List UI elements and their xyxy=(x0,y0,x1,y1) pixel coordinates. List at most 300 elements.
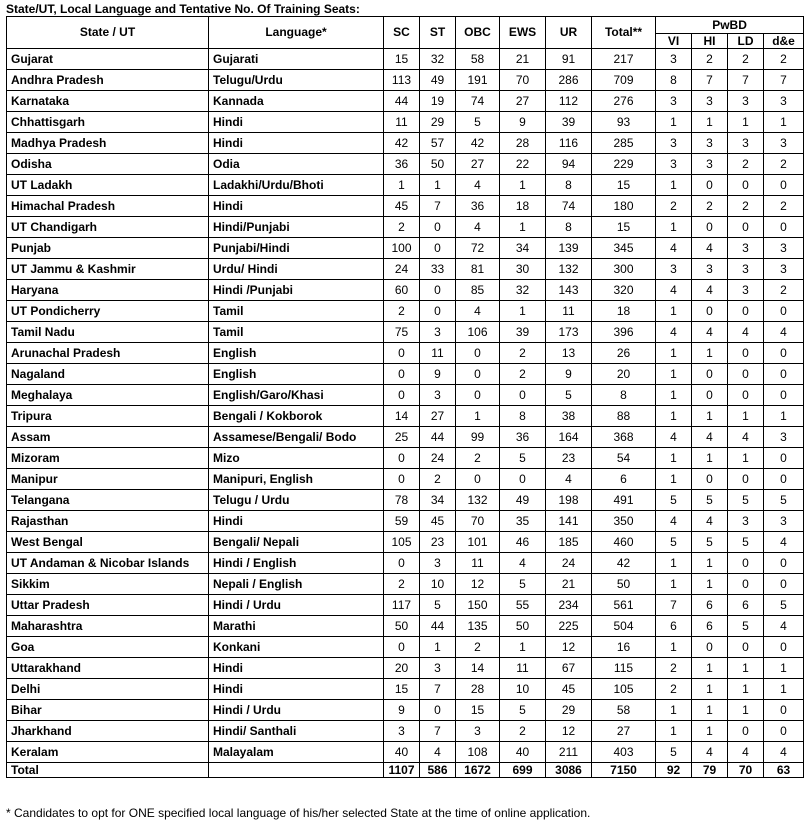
table-row xyxy=(7,91,804,112)
cell-hi: 4 xyxy=(692,238,728,259)
cell-st: 10 xyxy=(420,574,456,595)
cell-de: 0 xyxy=(764,364,804,385)
cell-ews: 35 xyxy=(500,511,546,532)
cell-language: Hindi/Punjabi xyxy=(209,217,384,238)
cell-hi: 5 xyxy=(692,532,728,553)
cell-st: 7 xyxy=(420,196,456,217)
cell-ld: 5 xyxy=(728,616,764,637)
cell-ur: 164 xyxy=(546,427,592,448)
cell-st: 0 xyxy=(420,238,456,259)
cell-vi: 1 xyxy=(656,700,692,721)
cell-total: 561 xyxy=(592,595,656,616)
training-seats-table xyxy=(6,16,804,778)
cell-vi: 3 xyxy=(656,259,692,280)
cell-ur: 139 xyxy=(546,238,592,259)
table-row xyxy=(7,301,804,322)
cell-state: Uttar Pradesh xyxy=(7,595,209,616)
cell-obc: 4 xyxy=(456,301,500,322)
cell-obc: 28 xyxy=(456,679,500,700)
cell-de: 0 xyxy=(764,301,804,322)
table-row xyxy=(7,217,804,238)
cell-ews: 18 xyxy=(500,196,546,217)
cell-language: Telugu / Urdu xyxy=(209,490,384,511)
cell-sc: 20 xyxy=(384,658,420,679)
cell-total: 20 xyxy=(592,364,656,385)
cell-obc: 85 xyxy=(456,280,500,301)
cell-vi: 1 xyxy=(656,406,692,427)
cell-st: 34 xyxy=(420,490,456,511)
cell-ld: 3 xyxy=(728,238,764,259)
cell-vi: 2 xyxy=(656,196,692,217)
table-row xyxy=(7,700,804,721)
cell-ld: 5 xyxy=(728,532,764,553)
footnote: * Candidates to opt for ONE specified local language of his/her selected State at the time of online application. xyxy=(6,806,591,820)
cell-hi: 1 xyxy=(692,553,728,574)
cell-ews: 5 xyxy=(500,574,546,595)
cell-de: 1 xyxy=(764,406,804,427)
cell-ews: 8 xyxy=(500,406,546,427)
cell-ews: 55 xyxy=(500,595,546,616)
cell-language: Tamil xyxy=(209,322,384,343)
cell-vi: 1 xyxy=(656,217,692,238)
table-row xyxy=(7,469,804,490)
cell-de: 2 xyxy=(764,49,804,70)
cell-sc: 0 xyxy=(384,364,420,385)
cell-sc: 15 xyxy=(384,679,420,700)
cell-obc: 5 xyxy=(456,112,500,133)
cell-language: Bengali/ Nepali xyxy=(209,532,384,553)
cell-vi: 4 xyxy=(656,427,692,448)
cell-obc: 12 xyxy=(456,574,500,595)
total-st: 586 xyxy=(420,763,456,778)
cell-vi: 6 xyxy=(656,616,692,637)
cell-ur: 141 xyxy=(546,511,592,532)
cell-obc: 72 xyxy=(456,238,500,259)
table-row xyxy=(7,574,804,595)
cell-hi: 1 xyxy=(692,700,728,721)
cell-ews: 28 xyxy=(500,133,546,154)
cell-total: 491 xyxy=(592,490,656,511)
cell-st: 50 xyxy=(420,154,456,175)
cell-hi: 0 xyxy=(692,637,728,658)
cell-obc: 135 xyxy=(456,616,500,637)
cell-de: 2 xyxy=(764,196,804,217)
cell-st: 45 xyxy=(420,511,456,532)
total-ews: 699 xyxy=(500,763,546,778)
cell-sc: 59 xyxy=(384,511,420,532)
table-row xyxy=(7,154,804,175)
cell-total: 88 xyxy=(592,406,656,427)
cell-ld: 0 xyxy=(728,343,764,364)
cell-st: 23 xyxy=(420,532,456,553)
cell-total: 8 xyxy=(592,385,656,406)
cell-ews: 21 xyxy=(500,49,546,70)
cell-ews: 9 xyxy=(500,112,546,133)
cell-sc: 44 xyxy=(384,91,420,112)
cell-sc: 0 xyxy=(384,553,420,574)
cell-vi: 1 xyxy=(656,637,692,658)
cell-obc: 108 xyxy=(456,742,500,763)
cell-language: English xyxy=(209,343,384,364)
cell-ld: 3 xyxy=(728,259,764,280)
cell-language: English xyxy=(209,364,384,385)
cell-ur: 185 xyxy=(546,532,592,553)
cell-sc: 15 xyxy=(384,49,420,70)
cell-total: 345 xyxy=(592,238,656,259)
cell-ld: 3 xyxy=(728,91,764,112)
cell-sc: 0 xyxy=(384,448,420,469)
cell-ews: 46 xyxy=(500,532,546,553)
cell-sc: 1 xyxy=(384,175,420,196)
cell-ur: 116 xyxy=(546,133,592,154)
cell-de: 0 xyxy=(764,343,804,364)
cell-language: Hindi/ Santhali xyxy=(209,721,384,742)
cell-total: 180 xyxy=(592,196,656,217)
cell-obc: 99 xyxy=(456,427,500,448)
cell-language: Hindi xyxy=(209,679,384,700)
cell-total: 27 xyxy=(592,721,656,742)
cell-ews: 1 xyxy=(500,637,546,658)
cell-language: Nepali / English xyxy=(209,574,384,595)
cell-st: 3 xyxy=(420,658,456,679)
cell-st: 32 xyxy=(420,49,456,70)
cell-obc: 58 xyxy=(456,49,500,70)
cell-ld: 0 xyxy=(728,637,764,658)
cell-obc: 27 xyxy=(456,154,500,175)
header-state: State / UT xyxy=(7,17,209,49)
table-row xyxy=(7,385,804,406)
cell-language: Kannada xyxy=(209,91,384,112)
cell-ld: 2 xyxy=(728,154,764,175)
cell-ews: 70 xyxy=(500,70,546,91)
cell-state: UT Andaman & Nicobar Islands xyxy=(7,553,209,574)
cell-language: Konkani xyxy=(209,637,384,658)
cell-obc: 4 xyxy=(456,217,500,238)
cell-total: 709 xyxy=(592,70,656,91)
cell-state: Sikkim xyxy=(7,574,209,595)
cell-state: Uttarakhand xyxy=(7,658,209,679)
cell-state: Karnataka xyxy=(7,91,209,112)
table-heading: State/UT, Local Language and Tentative No. Of Training Seats: xyxy=(6,2,360,16)
cell-state: Tripura xyxy=(7,406,209,427)
cell-language: Gujarati xyxy=(209,49,384,70)
cell-hi: 1 xyxy=(692,721,728,742)
cell-sc: 45 xyxy=(384,196,420,217)
cell-hi: 7 xyxy=(692,70,728,91)
total-ld: 70 xyxy=(728,763,764,778)
cell-vi: 2 xyxy=(656,658,692,679)
cell-ld: 0 xyxy=(728,301,764,322)
cell-de: 3 xyxy=(764,238,804,259)
cell-ews: 2 xyxy=(500,721,546,742)
cell-total: 368 xyxy=(592,427,656,448)
cell-vi: 2 xyxy=(656,679,692,700)
cell-ews: 40 xyxy=(500,742,546,763)
table-row xyxy=(7,133,804,154)
cell-hi: 3 xyxy=(692,259,728,280)
cell-state: Punjab xyxy=(7,238,209,259)
cell-sc: 14 xyxy=(384,406,420,427)
cell-st: 0 xyxy=(420,217,456,238)
cell-obc: 1 xyxy=(456,406,500,427)
cell-state: Madhya Pradesh xyxy=(7,133,209,154)
cell-st: 49 xyxy=(420,70,456,91)
cell-st: 27 xyxy=(420,406,456,427)
cell-state: Nagaland xyxy=(7,364,209,385)
cell-ur: 211 xyxy=(546,742,592,763)
cell-hi: 0 xyxy=(692,217,728,238)
cell-de: 5 xyxy=(764,595,804,616)
cell-language: Tamil xyxy=(209,301,384,322)
cell-ld: 3 xyxy=(728,133,764,154)
cell-language: Hindi / Urdu xyxy=(209,700,384,721)
cell-vi: 1 xyxy=(656,469,692,490)
cell-de: 0 xyxy=(764,385,804,406)
table-row xyxy=(7,742,804,763)
cell-vi: 4 xyxy=(656,322,692,343)
table-row xyxy=(7,280,804,301)
cell-ews: 5 xyxy=(500,448,546,469)
cell-total: 320 xyxy=(592,280,656,301)
cell-vi: 4 xyxy=(656,238,692,259)
cell-language: Assamese/Bengali/ Bodo xyxy=(209,427,384,448)
cell-total: 15 xyxy=(592,217,656,238)
cell-st: 0 xyxy=(420,280,456,301)
cell-ews: 10 xyxy=(500,679,546,700)
cell-ur: 24 xyxy=(546,553,592,574)
cell-hi: 4 xyxy=(692,427,728,448)
table-row xyxy=(7,448,804,469)
cell-vi: 4 xyxy=(656,280,692,301)
cell-vi: 8 xyxy=(656,70,692,91)
cell-ews: 1 xyxy=(500,217,546,238)
cell-st: 7 xyxy=(420,679,456,700)
cell-sc: 40 xyxy=(384,742,420,763)
cell-ur: 12 xyxy=(546,637,592,658)
cell-vi: 1 xyxy=(656,574,692,595)
cell-hi: 5 xyxy=(692,490,728,511)
table-row xyxy=(7,175,804,196)
cell-st: 4 xyxy=(420,742,456,763)
cell-language: Ladakhi/Urdu/Bhoti xyxy=(209,175,384,196)
cell-ews: 30 xyxy=(500,259,546,280)
cell-sc: 50 xyxy=(384,616,420,637)
cell-st: 2 xyxy=(420,469,456,490)
cell-ews: 34 xyxy=(500,238,546,259)
cell-ur: 173 xyxy=(546,322,592,343)
cell-obc: 70 xyxy=(456,511,500,532)
cell-total: 16 xyxy=(592,637,656,658)
cell-vi: 1 xyxy=(656,721,692,742)
table-row xyxy=(7,490,804,511)
cell-ews: 50 xyxy=(500,616,546,637)
cell-total: 50 xyxy=(592,574,656,595)
cell-state: Haryana xyxy=(7,280,209,301)
cell-de: 1 xyxy=(764,658,804,679)
cell-ur: 143 xyxy=(546,280,592,301)
cell-sc: 0 xyxy=(384,385,420,406)
cell-ld: 4 xyxy=(728,427,764,448)
cell-ews: 22 xyxy=(500,154,546,175)
cell-total: 350 xyxy=(592,511,656,532)
cell-sc: 25 xyxy=(384,427,420,448)
cell-state: Meghalaya xyxy=(7,385,209,406)
cell-vi: 5 xyxy=(656,742,692,763)
cell-ld: 4 xyxy=(728,322,764,343)
cell-ur: 23 xyxy=(546,448,592,469)
cell-st: 11 xyxy=(420,343,456,364)
total-language-empty xyxy=(209,763,384,778)
cell-hi: 3 xyxy=(692,91,728,112)
cell-ur: 39 xyxy=(546,112,592,133)
table-row xyxy=(7,343,804,364)
cell-hi: 0 xyxy=(692,301,728,322)
cell-state: Manipur xyxy=(7,469,209,490)
cell-ld: 0 xyxy=(728,364,764,385)
header-ld: LD xyxy=(728,34,764,49)
header-vi: VI xyxy=(656,34,692,49)
cell-de: 1 xyxy=(764,112,804,133)
header-obc: OBC xyxy=(456,17,500,49)
cell-vi: 3 xyxy=(656,49,692,70)
cell-ur: 29 xyxy=(546,700,592,721)
cell-ur: 12 xyxy=(546,721,592,742)
cell-hi: 1 xyxy=(692,679,728,700)
cell-total: 300 xyxy=(592,259,656,280)
cell-ews: 1 xyxy=(500,175,546,196)
cell-total: 115 xyxy=(592,658,656,679)
cell-ld: 4 xyxy=(728,742,764,763)
cell-de: 7 xyxy=(764,70,804,91)
cell-ur: 132 xyxy=(546,259,592,280)
cell-language: Telugu/Urdu xyxy=(209,70,384,91)
table-row xyxy=(7,49,804,70)
cell-language: Hindi / English xyxy=(209,553,384,574)
cell-de: 3 xyxy=(764,91,804,112)
cell-sc: 0 xyxy=(384,343,420,364)
cell-st: 3 xyxy=(420,322,456,343)
header-sc: SC xyxy=(384,17,420,49)
cell-ur: 67 xyxy=(546,658,592,679)
total-de: 63 xyxy=(764,763,804,778)
cell-de: 0 xyxy=(764,175,804,196)
cell-de: 4 xyxy=(764,532,804,553)
cell-ur: 91 xyxy=(546,49,592,70)
cell-vi: 3 xyxy=(656,133,692,154)
cell-state: Odisha xyxy=(7,154,209,175)
cell-ur: 74 xyxy=(546,196,592,217)
cell-vi: 5 xyxy=(656,532,692,553)
table-row xyxy=(7,406,804,427)
cell-total: 54 xyxy=(592,448,656,469)
cell-ld: 2 xyxy=(728,196,764,217)
cell-de: 0 xyxy=(764,721,804,742)
cell-ur: 112 xyxy=(546,91,592,112)
cell-de: 0 xyxy=(764,637,804,658)
cell-language: Hindi / Urdu xyxy=(209,595,384,616)
cell-total: 105 xyxy=(592,679,656,700)
cell-obc: 42 xyxy=(456,133,500,154)
cell-state: UT Pondicherry xyxy=(7,301,209,322)
cell-language: Urdu/ Hindi xyxy=(209,259,384,280)
cell-obc: 74 xyxy=(456,91,500,112)
cell-ur: 21 xyxy=(546,574,592,595)
cell-ur: 38 xyxy=(546,406,592,427)
cell-total: 26 xyxy=(592,343,656,364)
cell-sc: 24 xyxy=(384,259,420,280)
cell-state: UT Jammu & Kashmir xyxy=(7,259,209,280)
cell-hi: 6 xyxy=(692,595,728,616)
table-row xyxy=(7,364,804,385)
cell-obc: 2 xyxy=(456,637,500,658)
cell-ews: 0 xyxy=(500,385,546,406)
cell-vi: 3 xyxy=(656,91,692,112)
cell-language: Malayalam xyxy=(209,742,384,763)
cell-st: 24 xyxy=(420,448,456,469)
cell-ews: 49 xyxy=(500,490,546,511)
cell-vi: 1 xyxy=(656,112,692,133)
cell-total: 460 xyxy=(592,532,656,553)
cell-state: Assam xyxy=(7,427,209,448)
cell-state: Jharkhand xyxy=(7,721,209,742)
cell-language: English/Garo/Khasi xyxy=(209,385,384,406)
cell-ld: 6 xyxy=(728,595,764,616)
cell-ur: 5 xyxy=(546,385,592,406)
cell-hi: 1 xyxy=(692,448,728,469)
cell-st: 44 xyxy=(420,427,456,448)
cell-ur: 11 xyxy=(546,301,592,322)
cell-ld: 0 xyxy=(728,574,764,595)
cell-ld: 7 xyxy=(728,70,764,91)
table-row xyxy=(7,532,804,553)
table-row xyxy=(7,70,804,91)
cell-state: Himachal Pradesh xyxy=(7,196,209,217)
cell-sc: 105 xyxy=(384,532,420,553)
table-row xyxy=(7,658,804,679)
cell-de: 2 xyxy=(764,154,804,175)
cell-de: 0 xyxy=(764,448,804,469)
cell-obc: 0 xyxy=(456,364,500,385)
header-total: Total** xyxy=(592,17,656,49)
cell-st: 0 xyxy=(420,301,456,322)
cell-ews: 2 xyxy=(500,364,546,385)
cell-ld: 1 xyxy=(728,658,764,679)
cell-sc: 113 xyxy=(384,70,420,91)
cell-total: 18 xyxy=(592,301,656,322)
cell-language: Hindi xyxy=(209,196,384,217)
cell-state: Tamil Nadu xyxy=(7,322,209,343)
cell-obc: 4 xyxy=(456,175,500,196)
cell-sc: 2 xyxy=(384,574,420,595)
total-label: Total xyxy=(7,763,209,778)
cell-ur: 225 xyxy=(546,616,592,637)
cell-state: Andhra Pradesh xyxy=(7,70,209,91)
cell-ews: 39 xyxy=(500,322,546,343)
header-de: d&e xyxy=(764,34,804,49)
cell-ur: 4 xyxy=(546,469,592,490)
header-st: ST xyxy=(420,17,456,49)
cell-state: Keralam xyxy=(7,742,209,763)
cell-ld: 0 xyxy=(728,385,764,406)
cell-sc: 2 xyxy=(384,217,420,238)
total-hi: 79 xyxy=(692,763,728,778)
cell-state: Telangana xyxy=(7,490,209,511)
cell-st: 3 xyxy=(420,385,456,406)
cell-total: 504 xyxy=(592,616,656,637)
cell-st: 57 xyxy=(420,133,456,154)
cell-obc: 150 xyxy=(456,595,500,616)
cell-de: 0 xyxy=(764,469,804,490)
